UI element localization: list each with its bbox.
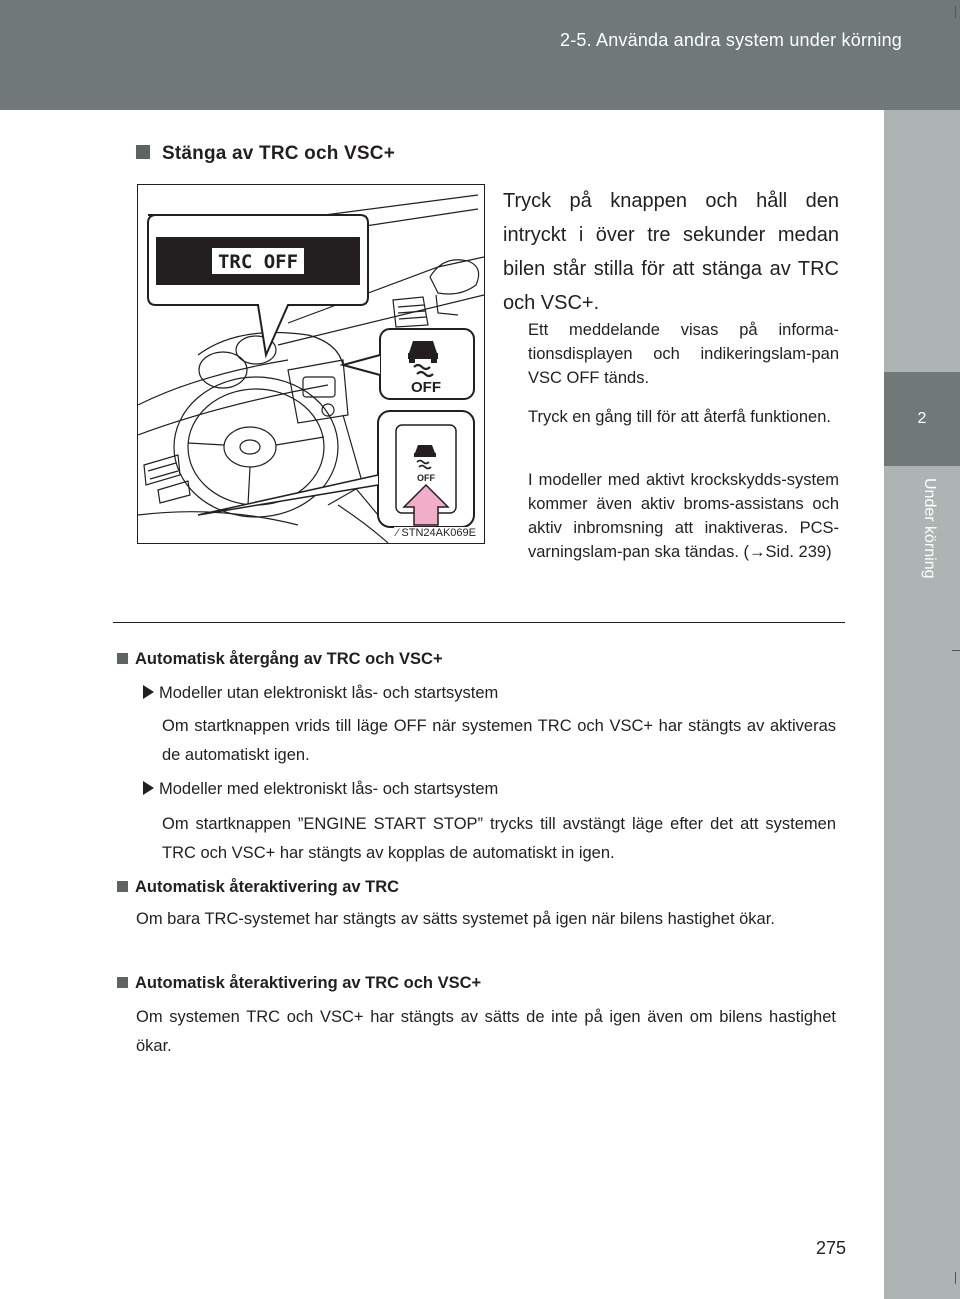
square-bullet-icon	[117, 653, 128, 664]
square-bullet-icon	[117, 881, 128, 892]
note-subheading: Modeller utan elektroniskt lås- och startsystem	[143, 681, 498, 705]
crop-mark	[955, 1272, 956, 1284]
figure-code: ⁄ STN24AK069E	[396, 527, 476, 539]
svg-text:OFF: OFF	[417, 473, 435, 483]
note-body: Om startknappen vrids till läge OFF när systemen TRC och VSC+ har stängts av aktiveras de automatiskt igen.	[162, 717, 836, 764]
instruction-text: Tryck på knappen och håll den intryckt i över tre sekunder medan bilen står stilla för att stänga av TRC och VSC+.	[503, 190, 839, 314]
note-subheading: Modeller med elektroniskt lås- och startsystem	[143, 777, 498, 801]
square-bullet-icon	[136, 145, 150, 159]
detail-text-1: Ett meddelande visas på informa-tionsdisplayen och indikeringslam-pan VSC OFF tänds.	[528, 321, 839, 387]
side-tab-upper	[884, 110, 960, 372]
detail-text-3: I modeller med aktivt krockskydds-system kommer även aktiv broms-assistans och aktiv inbromsning att inaktiveras. PCS-varningslam-pan ska tändas. (→Sid. 239)	[528, 471, 839, 561]
crop-mark	[952, 650, 960, 651]
chapter-title: Under körning	[921, 478, 938, 579]
display-text: TRC OFF	[217, 251, 299, 273]
note-body: Om startknappen ”ENGINE START STOP” trycks till avstängt läge efter det att systemen TRC och VSC+ har stängts av kopplas de automatiskt in igen.	[162, 815, 836, 862]
section-divider	[113, 622, 845, 623]
detail-text-2: Tryck en gång till för att återfå funktionen.	[528, 408, 831, 426]
page-header	[0, 0, 960, 110]
figure-trc-off	[137, 184, 485, 544]
triangle-bullet-icon	[143, 685, 154, 699]
triangle-bullet-icon	[143, 781, 154, 795]
dashboard-illustration	[138, 185, 484, 543]
crop-mark	[955, 6, 956, 18]
side-tab-lower	[884, 466, 960, 1299]
note-body: Om bara TRC-systemet har stängts av sätts systemet på igen när bilens hastighet ökar.	[136, 910, 775, 928]
button-label: OFF	[411, 379, 441, 396]
header-title: 2-5. Använda andra system under körning	[559, 30, 902, 50]
section-title: Stänga av TRC och VSC+	[136, 143, 395, 165]
note-body: Om systemen TRC och VSC+ har stängts av sätts de inte på igen även om bilens hastighet ökar.	[136, 1008, 836, 1055]
note-title: Automatisk återaktivering av TRC	[117, 875, 399, 899]
note-title: Automatisk återgång av TRC och VSC+	[117, 647, 443, 671]
page-number: 275	[816, 1238, 847, 1258]
note-title: Automatisk återaktivering av TRC och VSC+	[117, 971, 481, 995]
square-bullet-icon	[117, 977, 128, 988]
chapter-number: 2	[884, 372, 960, 466]
